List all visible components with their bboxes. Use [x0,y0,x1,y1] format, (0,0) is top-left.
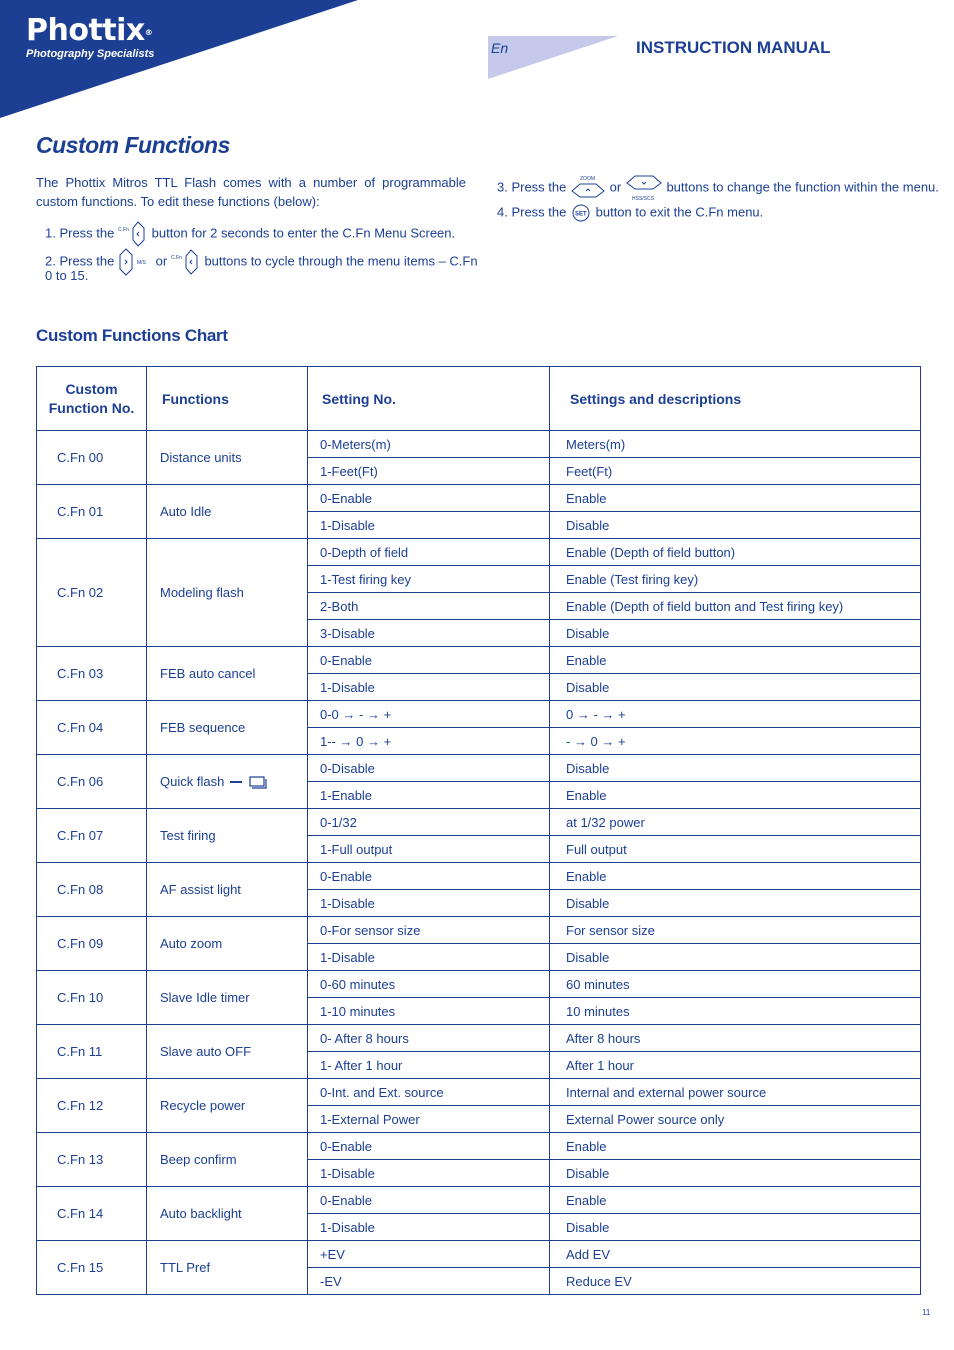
function-cell [147,863,308,917]
setting-cell: 1-10 minutes [308,998,550,1025]
description-cell: Disable [550,890,921,917]
cfn-number-cell: C.Fn 07 [37,809,147,863]
table-row [37,539,921,566]
description-cell: Disable [550,944,921,971]
function-name: Test firing [160,828,216,843]
setting-cell: 1-External Power [308,1106,550,1133]
table-row [37,1133,921,1160]
registered-mark: ® [144,28,153,37]
language-label: En [491,40,509,56]
step-2-or: or [155,253,168,269]
brand-logo [26,14,154,61]
svg-text:C.Fn: C.Fn [118,227,129,233]
description-cell: Disable [550,620,921,647]
setting-cell: 1-Disable [308,512,550,539]
hss-scs-button-icon [625,174,663,202]
function-name: Recycle power [160,1098,246,1113]
function-cell [147,1025,308,1079]
step-3-text-a: 3. Press the [497,179,567,195]
cfn-number-cell: C.Fn 12 [37,1079,147,1133]
setting-cell: 1-Enable [308,782,550,809]
description-cell: 0 → - → + [550,701,921,728]
svg-text:C.Fn: C.Fn [170,255,182,261]
table-row [37,1241,921,1268]
description-cell: at 1/32 power [550,809,921,836]
step-4-text-b: button to exit the C.Fn menu. [595,204,764,220]
table-row [37,1079,921,1106]
cfn-number-cell: C.Fn 08 [37,863,147,917]
step-2-line-2: 0 to 15. [45,268,89,283]
setting-cell: 0-Enable [308,647,550,674]
function-cell [147,1133,308,1187]
function-name: FEB auto cancel [160,666,256,681]
table-row [37,485,921,512]
setting-cell: 1-Full output [308,836,550,863]
step-1-text-b: button for 2 seconds to enter the C.Fn Menu Screen. [151,225,456,241]
table-row [37,971,921,998]
setting-cell: 0-Disable [308,755,550,782]
step-3-text-b: buttons to change the function within the menu. [666,179,939,195]
cfn-number-cell: C.Fn 14 [37,1187,147,1241]
setting-cell: 0-Meters(m) [308,431,550,458]
function-name: AF assist light [160,882,241,897]
setting-cell: 1-Disable [308,1214,550,1241]
quick-flash-icon [228,775,270,789]
svg-text:M/S: M/S [137,260,146,266]
function-name: Modeling flash [160,585,244,600]
description-cell: Disable [550,1160,921,1187]
step-2-text-b: buttons to cycle through the menu items – C.Fn [204,253,478,269]
setting-cell: 2-Both [308,593,550,620]
setting-cell: 0-For sensor size [308,917,550,944]
description-cell: Enable (Depth of field button) [550,539,921,566]
header-functions: Functions [147,367,308,431]
step-4-text-a: 4. Press the [497,204,567,220]
description-cell: Enable [550,647,921,674]
table-row [37,431,921,458]
description-cell: Enable [550,863,921,890]
setting-cell: 1-Disable [308,890,550,917]
setting-cell: 0-0 → - → + [308,701,550,728]
set-button-icon [570,203,592,223]
description-cell: 60 minutes [550,971,921,998]
function-cell [147,809,308,863]
function-cell [147,485,308,539]
step-3 [497,174,939,202]
description-cell: Enable [550,1133,921,1160]
function-cell [147,971,308,1025]
custom-functions-table [36,366,921,1295]
table-row [37,701,921,728]
function-name: Distance units [160,450,242,465]
setting-cell: 0-Enable [308,863,550,890]
table-row [37,1025,921,1052]
function-name: Quick flash [160,773,225,789]
cfn-number-cell: C.Fn 02 [37,539,147,647]
function-cell [147,1079,308,1133]
setting-cell: 1- After 1 hour [308,1052,550,1079]
description-cell: Meters(m) [550,431,921,458]
cfn-number-cell: C.Fn 11 [37,1025,147,1079]
description-cell: Internal and external power source [550,1079,921,1106]
description-cell: Disable [550,512,921,539]
setting-cell: 0- After 8 hours [308,1025,550,1052]
table-header-row [37,367,921,431]
description-cell: - → 0 → + [550,728,921,755]
description-cell: After 8 hours [550,1025,921,1052]
function-name: Auto backlight [160,1206,242,1221]
function-name: FEB sequence [160,720,246,735]
brand-tagline: Photography Specialists [26,48,155,60]
setting-cell: 0-Enable [308,1133,550,1160]
table-row [37,755,921,782]
cfn-number-cell: C.Fn 03 [37,647,147,701]
function-cell [147,1187,308,1241]
description-cell: Disable [550,1214,921,1241]
step-4 [497,203,763,223]
table-body [37,431,921,1295]
description-cell: After 1 hour [550,1052,921,1079]
header-cfn: Custom Function No. [37,367,147,431]
cfn-number-cell: C.Fn 01 [37,485,147,539]
page-number: 11 [922,1308,931,1317]
function-name: Slave auto OFF [160,1044,252,1059]
intro-paragraph: The Phottix Mitros TTL Flash comes with a number of programmable custom functions. To edit these functions (below): [36,175,466,209]
setting-cell: 1-Disable [308,1160,550,1187]
cfn-number-cell: C.Fn 04 [37,701,147,755]
setting-cell: 1-Disable [308,674,550,701]
manual-title: INSTRUCTION MANUAL [636,38,831,57]
table-row [37,863,921,890]
setting-cell: 0-60 minutes [308,971,550,998]
description-cell: External Power source only [550,1106,921,1133]
setting-cell: 0-1/32 [308,809,550,836]
setting-cell: 0-Depth of field [308,539,550,566]
function-cell [147,755,308,809]
table-row [37,1187,921,1214]
mode-button-icon [118,247,152,277]
header-desc: Settings and descriptions [550,367,921,431]
description-cell: Disable [550,674,921,701]
function-name: Auto Idle [160,504,212,519]
function-name: Auto zoom [160,936,223,951]
svg-text:HSS/SCS: HSS/SCS [631,196,654,202]
function-cell [147,701,308,755]
description-cell: 10 minutes [550,998,921,1025]
setting-cell: 0-Enable [308,1187,550,1214]
description-cell: Full output [550,836,921,863]
step-1 [45,220,455,248]
function-name: Beep confirm [160,1152,237,1167]
table-row [37,917,921,944]
function-cell [147,431,308,485]
table-row [37,809,921,836]
header-setting: Setting No. [308,367,550,431]
cfn-number-cell: C.Fn 15 [37,1241,147,1295]
function-cell [147,917,308,971]
zoom-button-icon [570,175,606,201]
function-name: Slave Idle timer [160,990,250,1005]
step-3-or: or [609,179,622,195]
function-name: TTL Pref [160,1260,211,1275]
cfn-button-icon [171,248,201,276]
cfn-number-cell: C.Fn 06 [37,755,147,809]
step-1-text-a: 1. Press the [45,225,115,241]
description-cell: Enable [550,782,921,809]
cfn-number-cell: C.Fn 10 [37,971,147,1025]
description-cell: Enable [550,485,921,512]
function-cell [147,539,308,647]
setting-cell: 1-- → 0 → + [308,728,550,755]
svg-text:ZOOM: ZOOM [580,176,595,182]
brand-name: Phottix [26,13,145,48]
setting-cell: 1-Disable [308,944,550,971]
cfn-number-cell: C.Fn 00 [37,431,147,485]
cfn-button-icon [118,220,148,248]
description-cell: Disable [550,755,921,782]
setting-cell: 3-Disable [308,620,550,647]
function-cell [147,647,308,701]
setting-cell: 1-Test firing key [308,566,550,593]
chart-heading: Custom Functions Chart [36,326,228,345]
description-cell: Reduce EV [550,1268,921,1295]
description-cell: For sensor size [550,917,921,944]
description-cell: Enable [550,1187,921,1214]
function-cell [147,1241,308,1295]
description-cell: Enable (Depth of field button and Test firing key) [550,593,921,620]
description-cell: Enable (Test firing key) [550,566,921,593]
step-2 [45,247,478,277]
table-row [37,647,921,674]
description-cell: Add EV [550,1241,921,1268]
cfn-number-cell: C.Fn 09 [37,917,147,971]
setting-cell: 0-Int. and Ext. source [308,1079,550,1106]
setting-cell: 1-Feet(Ft) [308,458,550,485]
description-cell: Feet(Ft) [550,458,921,485]
setting-cell: +EV [308,1241,550,1268]
svg-text:SET: SET [575,211,587,218]
page-title: Custom Functions [36,132,230,158]
setting-cell: 0-Enable [308,485,550,512]
step-2-text-a: 2. Press the [45,253,115,269]
cfn-number-cell: C.Fn 13 [37,1133,147,1187]
setting-cell: -EV [308,1268,550,1295]
